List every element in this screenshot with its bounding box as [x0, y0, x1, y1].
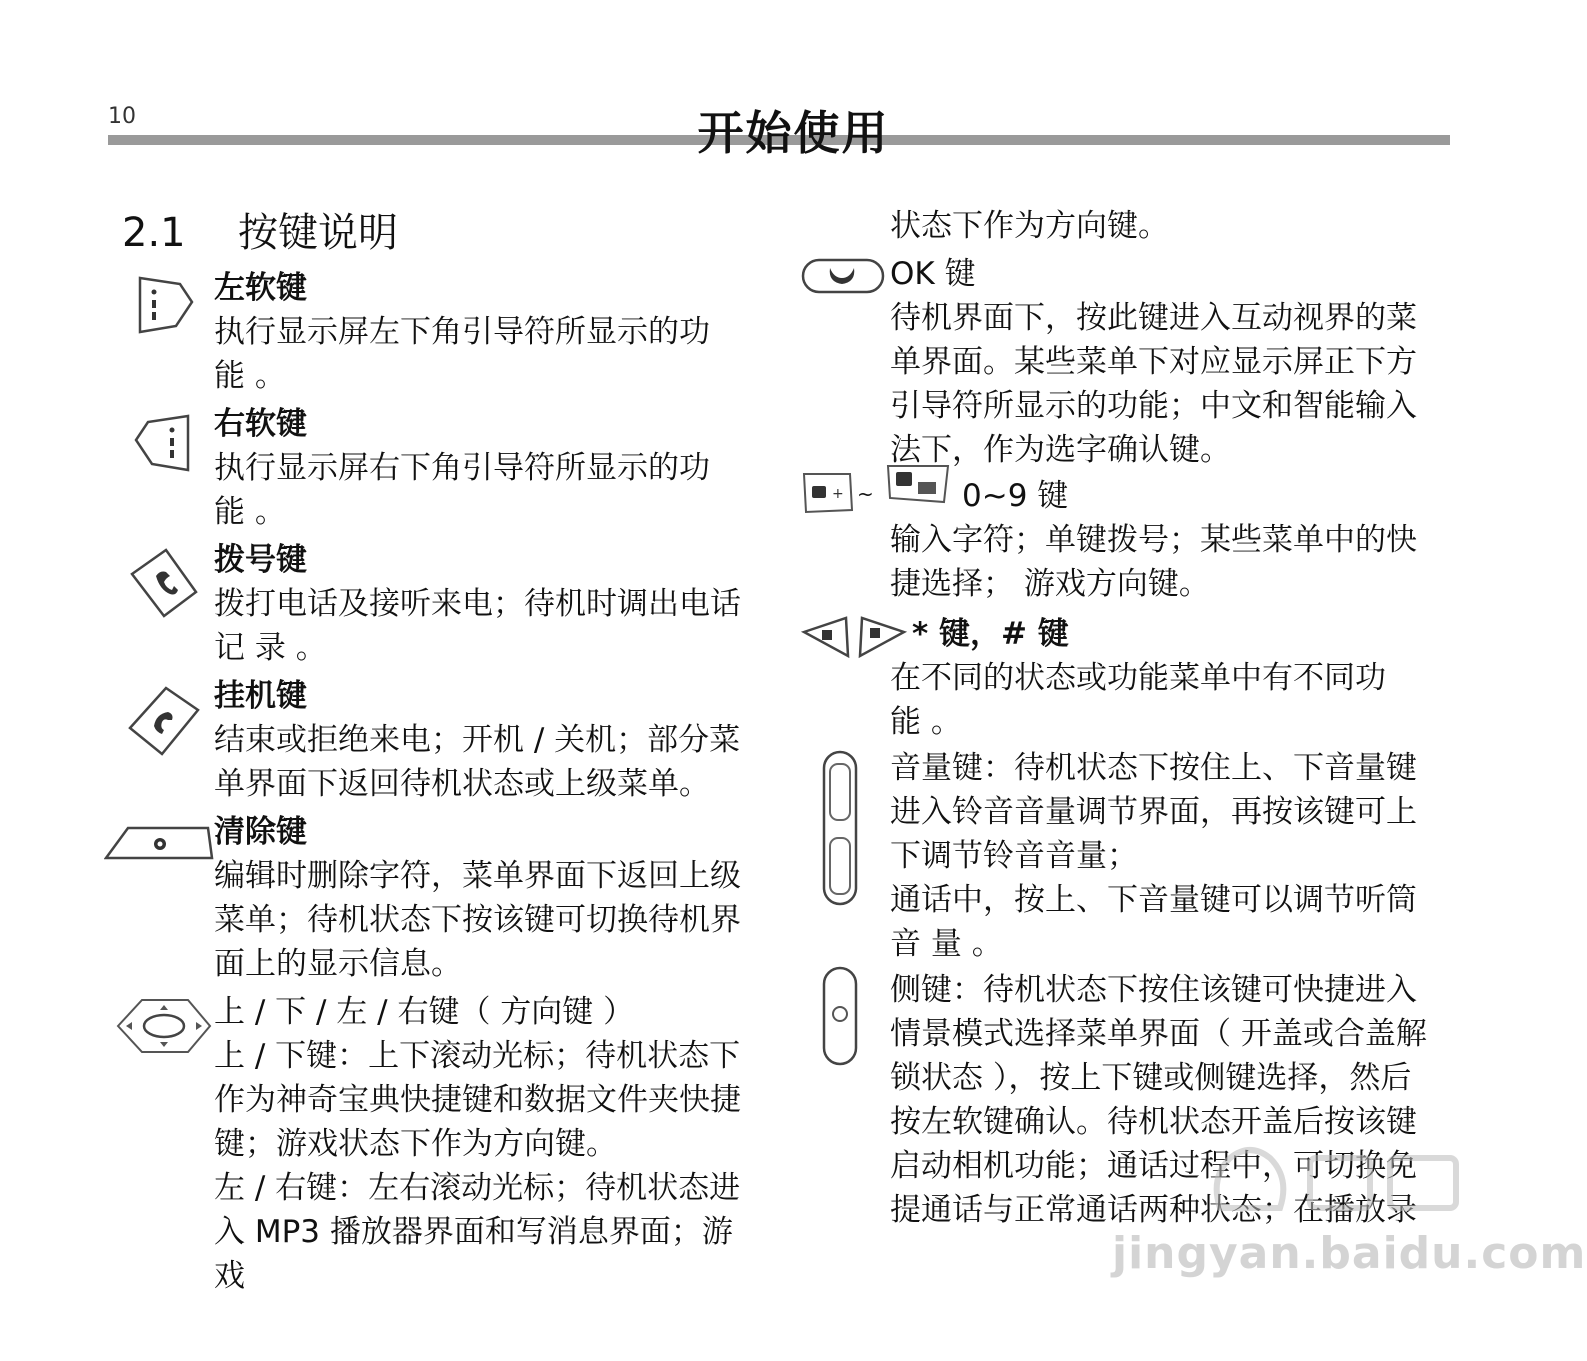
text-line: 编辑时删除字符，菜单界面下返回上级 — [214, 858, 741, 894]
text-line: 音 量 。 — [890, 926, 1003, 962]
key-star-hash — [890, 656, 1438, 744]
watermark-text: jingyan.baidu.com — [1112, 1228, 1587, 1279]
text-line: 引导符所显示的功能；中文和智能输入 — [890, 388, 1417, 424]
key-left-softkey — [214, 266, 762, 398]
text-line: 输入字符；单键拨号；某些菜单中的快 — [890, 522, 1417, 558]
end-key-icon — [126, 684, 202, 758]
nav-continued — [890, 204, 1438, 248]
key-label: * 键，# 键 — [912, 616, 1069, 652]
text-line: 提通话与正常通话两种状态；在播放录 — [890, 1192, 1417, 1228]
text-line: 面上的显示信息。 — [214, 946, 462, 982]
left-softkey-icon — [132, 274, 196, 338]
text-line: 执行显示屏右下角引导符所显示的功 — [214, 450, 710, 486]
key-call — [214, 538, 762, 670]
call-key-icon — [126, 546, 202, 620]
page-number: 10 — [108, 104, 136, 129]
text-line: 执行显示屏左下角引导符所显示的功 — [214, 314, 710, 350]
text-line: 通话中，按上、下音量键可以调节听筒 — [890, 882, 1417, 918]
key-label: OK 键 — [890, 256, 976, 292]
text-line: 记 录 。 — [214, 630, 327, 666]
key-star-hash-label — [912, 612, 1069, 656]
key-end — [214, 674, 762, 806]
text-line: 捷选择； 游戏方向键。 — [890, 566, 1210, 602]
section-heading — [122, 206, 398, 260]
side-key-icon — [820, 964, 860, 1068]
key-ok — [890, 252, 1438, 472]
text-line: 作为神奇宝典快捷键和数据文件夹快捷 — [214, 1082, 741, 1118]
text-line: 入 MP3 播放器界面和写消息界面；游戏 — [214, 1214, 733, 1294]
key-0-icon — [800, 470, 856, 516]
key-label: 0~9 键 — [962, 478, 1069, 514]
key-digits — [890, 518, 1438, 606]
text-line: 单界面。某些菜单下对应显示屏正下方 — [890, 344, 1417, 380]
key-label: 上 / 下 / 左 / 右键（ 方向键 ） — [214, 994, 635, 1030]
key-digits-label — [962, 474, 1068, 518]
text-line: 在不同的状态或功能菜单中有不同功 — [890, 660, 1386, 696]
text-line: 单界面下返回待机状态或上级菜单。 — [214, 766, 710, 802]
text-line: 状态下作为方向键。 — [890, 208, 1169, 244]
key-label: 挂机键 — [214, 678, 307, 714]
text-line: 下调节铃音音量； — [890, 838, 1138, 874]
page-title: 开始使用 — [697, 106, 890, 160]
key-label: 左软键 — [214, 270, 307, 306]
key-volume — [890, 746, 1438, 966]
clear-key-icon — [104, 824, 214, 864]
text-line: 拨打电话及接听来电；待机时调出电话 — [214, 586, 741, 622]
text-line: 情景模式选择菜单界面（ 开盖或合盖解 — [890, 1016, 1427, 1052]
key-label: 右软键 — [214, 406, 307, 442]
text-line: 能 。 — [214, 494, 286, 530]
text-line: 法下，作为选字确认键。 — [890, 432, 1231, 468]
text-line: 左 / 右键：左右滚动光标；待机状态进 — [214, 1170, 741, 1206]
right-softkey-icon — [132, 412, 196, 476]
nav-key-icon — [114, 996, 214, 1056]
ok-key-icon — [800, 256, 886, 296]
key-clear — [214, 810, 762, 986]
text-line: 锁状态 ），按上下键或侧键选择，然后 — [890, 1060, 1412, 1096]
text-line: 按左软键确认。待机状态开盖后按该键 — [890, 1104, 1417, 1140]
text-line: 侧键：待机状态下按住该键可快捷进入 — [890, 972, 1417, 1008]
text-line: 菜单；待机状态下按该键可切换待机界 — [214, 902, 741, 938]
text-line: 上 / 下键：上下滚动光标；待机状态下 — [214, 1038, 741, 1074]
key-label: 拨号键 — [214, 542, 307, 578]
text-line: 能 。 — [890, 704, 962, 740]
text-line: 进入铃音音量调节界面，再按该键可上 — [890, 794, 1417, 830]
text-line: 音量键：待机状态下按住上、下音量键 — [890, 750, 1417, 786]
key-label: 清除键 — [214, 814, 307, 850]
tilde: ~ — [857, 482, 874, 506]
section-number: 2.1 — [122, 210, 186, 256]
baidu-watermark-icon — [1200, 1138, 1470, 1228]
star-hash-key-icon — [800, 614, 908, 660]
text-line: 启动相机功能；通话过程中，可切换免 — [890, 1148, 1417, 1184]
text-line: 能 。 — [214, 358, 286, 394]
key-right-softkey — [214, 402, 762, 534]
svg-text:+: + — [832, 486, 844, 502]
section-title: 按键说明 — [238, 210, 398, 256]
text-line: 待机界面下，按此键进入互动视界的菜 — [890, 300, 1417, 336]
text-line: 键；游戏状态下作为方向键。 — [214, 1126, 617, 1162]
volume-key-icon — [820, 748, 860, 908]
key-navigation — [214, 990, 762, 1298]
text-line: 结束或拒绝来电；开机 / 关机；部分菜 — [214, 722, 741, 758]
